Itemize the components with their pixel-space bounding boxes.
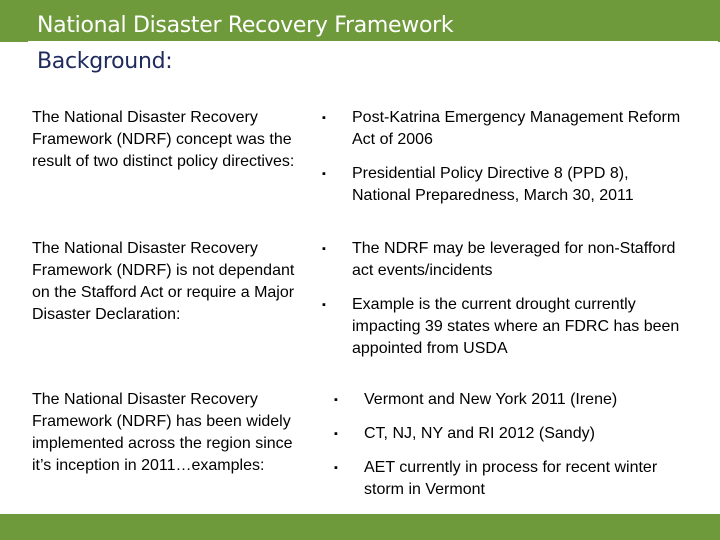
section-1-text: The National Disaster Recovery Framework (NDRF) concept was the result of two distinct policy directives: bbox=[32, 109, 295, 170]
bullet-text: Example is the current drought currently impacting 39 states where an FDRC has been appointed from USDA bbox=[352, 296, 680, 357]
bullet-item bbox=[334, 457, 684, 501]
square-bullet-icon: ▪ bbox=[322, 112, 326, 124]
section-1-bullets bbox=[322, 107, 682, 207]
bullet-item bbox=[322, 294, 682, 360]
bullet-item bbox=[322, 107, 682, 151]
square-bullet-icon: ▪ bbox=[322, 243, 326, 255]
bullet-text: AET currently in process for recent winter storm in Vermont bbox=[364, 459, 658, 498]
bullet-item bbox=[334, 389, 684, 411]
square-bullet-icon: ▪ bbox=[334, 428, 338, 440]
section-2-text: The National Disaster Recovery Framework (NDRF) is not dependant on the Stafford Act or require a Major Disaster Declaration: bbox=[32, 240, 295, 323]
square-bullet-icon: ▪ bbox=[334, 462, 338, 474]
section-3-text: The National Disaster Recovery Framework (NDRF) has been widely implemented across the region since it’s inception in 2011…examples: bbox=[32, 391, 293, 474]
bullet-item bbox=[322, 163, 682, 207]
bullet-text: Vermont and New York 2011 (Irene) bbox=[364, 391, 618, 408]
section-2-bullets bbox=[322, 238, 682, 360]
square-bullet-icon: ▪ bbox=[322, 168, 326, 180]
slide-title: National Disaster Recovery Framework bbox=[37, 13, 454, 38]
bullet-item bbox=[322, 238, 682, 282]
bullet-item bbox=[334, 423, 684, 445]
title-bar bbox=[0, 0, 720, 42]
bullet-text: Post-Katrina Emergency Management Reform Act of 2006 bbox=[352, 109, 681, 148]
square-bullet-icon: ▪ bbox=[322, 299, 326, 311]
square-bullet-icon: ▪ bbox=[334, 394, 338, 406]
footer-bar bbox=[0, 514, 720, 540]
slide-subtitle: Background: bbox=[37, 49, 173, 74]
bullet-text: The NDRF may be leveraged for non-Stafford act events/incidents bbox=[352, 240, 676, 279]
section-3-bullets bbox=[334, 389, 684, 501]
bullet-text: Presidential Policy Directive 8 (PPD 8), National Preparedness, March 30, 2011 bbox=[352, 165, 634, 204]
bullet-text: CT, NJ, NY and RI 2012 (Sandy) bbox=[364, 425, 595, 442]
